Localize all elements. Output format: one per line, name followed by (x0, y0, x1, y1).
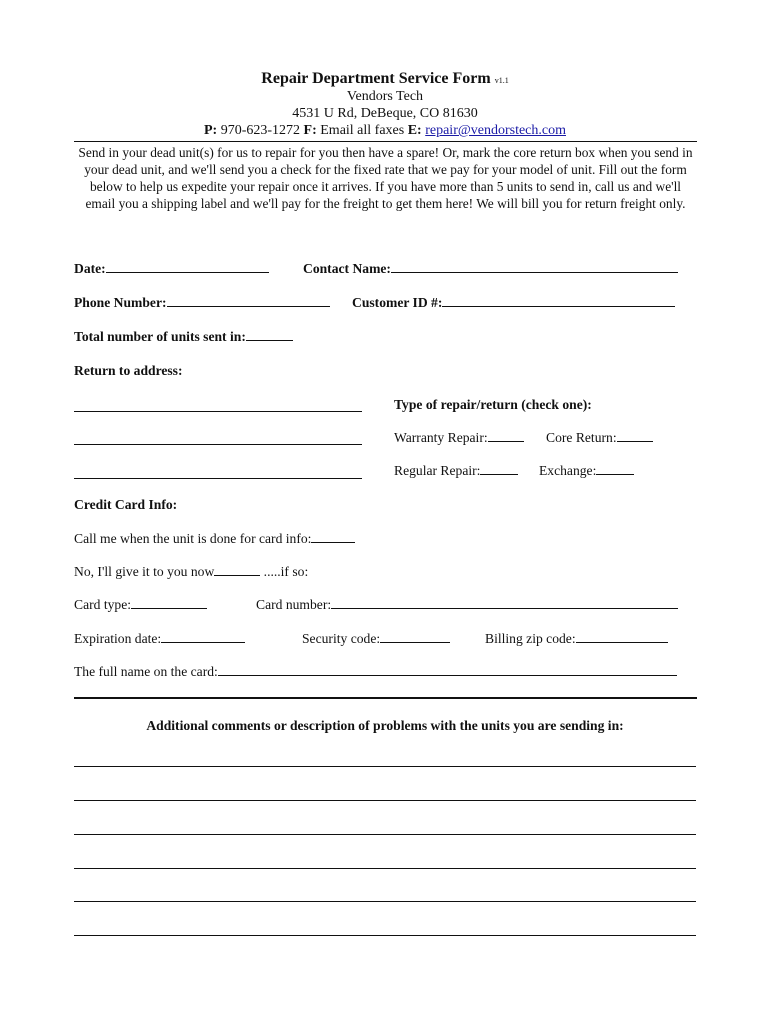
give-now-blank[interactable] (214, 564, 260, 576)
email-link[interactable]: repair@vendorstech.com (425, 123, 566, 138)
give-now-label: No, I'll give it to you now (74, 564, 215, 579)
security-code-label: Security code: (302, 631, 381, 646)
comment-line-6[interactable] (74, 935, 696, 936)
total-units-label: Total number of units sent in: (74, 329, 246, 344)
security-code-field[interactable] (302, 631, 450, 647)
exchange-blank[interactable] (596, 463, 634, 475)
if-so-label: .....if so: (260, 564, 309, 579)
return-address-line-2[interactable] (74, 444, 362, 445)
credit-card-heading: Credit Card Info: (74, 497, 178, 512)
customer-id-label: Customer ID #: (352, 295, 443, 310)
card-type-field[interactable] (74, 597, 207, 613)
expiration-label: Expiration date: (74, 631, 162, 646)
phone-value: 970-623-1272 (220, 123, 301, 138)
contact-name-field[interactable] (303, 261, 678, 277)
card-number-label: Card number: (256, 597, 332, 612)
phone-number-field[interactable] (74, 295, 330, 311)
phone-label: P: (203, 123, 218, 138)
regular-repair-field[interactable] (394, 463, 518, 479)
full-name-field[interactable] (74, 664, 677, 680)
intro-paragraph: Send in your dead unit(s) for us to repair for you then have a spare! Or, mark the core return box when you send in your dead unit, and we'll send you a check for the fixed rate that we pay for your model of unit. Fill out the form below to help us expedite your repair once it arrives. If you have more than 5 units to send in, call us and we'll email you a shipping label and we'll pay for the freight to get them here! We will bill you for return freight only. (78, 145, 693, 211)
date-label: Date: (74, 261, 106, 276)
contact-line (0, 123, 770, 139)
warranty-repair-blank[interactable] (488, 430, 524, 442)
contact-name-blank[interactable] (391, 261, 678, 273)
expiration-field[interactable] (74, 631, 245, 647)
exchange-label: Exchange: (539, 463, 597, 478)
warranty-repair-label: Warranty Repair: (394, 430, 488, 445)
warranty-repair-field[interactable] (394, 430, 524, 446)
comment-line-3[interactable] (74, 834, 696, 835)
comment-line-5[interactable] (74, 901, 696, 902)
give-now-field[interactable] (74, 564, 308, 580)
exchange-field[interactable] (539, 463, 634, 479)
call-me-blank[interactable] (311, 531, 355, 543)
full-name-label: The full name on the card: (74, 664, 218, 679)
return-address-line-1[interactable] (74, 411, 362, 412)
billing-zip-blank[interactable] (576, 631, 668, 643)
core-return-label: Core Return: (546, 430, 617, 445)
core-return-blank[interactable] (617, 430, 653, 442)
phone-number-blank[interactable] (167, 295, 330, 307)
company-name: Vendors Tech (346, 89, 424, 104)
billing-zip-field[interactable] (485, 631, 668, 647)
call-me-label: Call me when the unit is done for card info: (74, 531, 312, 546)
full-name-blank[interactable] (218, 664, 677, 676)
regular-repair-blank[interactable] (480, 463, 518, 475)
card-number-field[interactable] (256, 597, 678, 613)
form-title (0, 70, 770, 88)
call-me-field[interactable] (74, 531, 355, 547)
fax-value: Email all faxes (320, 123, 405, 138)
email-label: E: (407, 123, 422, 138)
return-address-line-3[interactable] (74, 478, 362, 479)
form-version: v1.1 (494, 76, 509, 85)
phone-number-label: Phone Number: (74, 295, 167, 310)
comments-divider (74, 697, 697, 699)
customer-id-blank[interactable] (442, 295, 675, 307)
regular-repair-label: Regular Repair: (394, 463, 481, 478)
fax-label: F: (303, 123, 317, 138)
company-address: 4531 U Rd, DeBeque, CO 81630 (292, 106, 478, 121)
total-units-field[interactable] (74, 329, 293, 345)
security-code-blank[interactable] (380, 631, 450, 643)
comments-heading: Additional comments or description of problems with the units you are sending in: (146, 718, 624, 733)
repair-type-heading: Type of repair/return (check one): (394, 397, 592, 412)
card-number-blank[interactable] (331, 597, 678, 609)
date-field[interactable] (74, 261, 269, 277)
expiration-blank[interactable] (161, 631, 245, 643)
card-type-label: Card type: (74, 597, 132, 612)
form-title-text: Repair Department Service Form (261, 70, 491, 87)
return-address-label: Return to address: (74, 363, 183, 378)
comment-line-4[interactable] (74, 868, 696, 869)
contact-name-label: Contact Name: (303, 261, 391, 276)
core-return-field[interactable] (546, 430, 653, 446)
header-divider (74, 141, 697, 142)
date-blank[interactable] (106, 261, 269, 273)
billing-zip-label: Billing zip code: (485, 631, 576, 646)
total-units-blank[interactable] (246, 329, 293, 341)
comment-line-1[interactable] (74, 766, 696, 767)
comment-line-2[interactable] (74, 800, 696, 801)
card-type-blank[interactable] (131, 597, 207, 609)
customer-id-field[interactable] (352, 295, 675, 311)
